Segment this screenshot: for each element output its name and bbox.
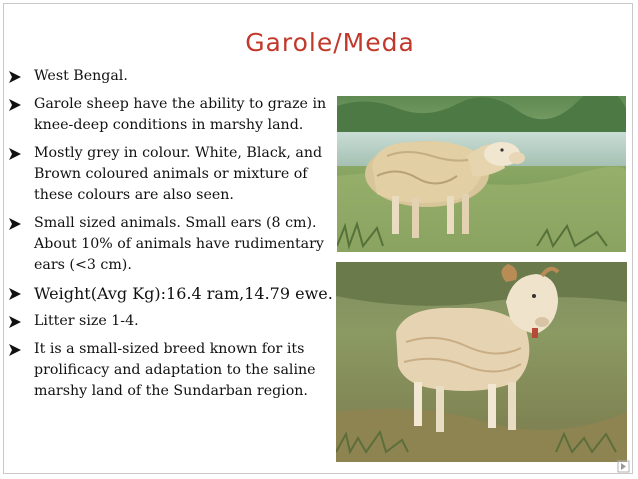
bullet-text: Garole sheep have the ability to graze in knee-deep conditions in marshy land.: [34, 96, 327, 133]
arrowhead-bullet-icon: [8, 343, 22, 357]
bullet-text: Mostly grey in colour. White, Black, and Brown coloured animals or mixture of these colours are also seen.: [34, 145, 323, 203]
list-item: [8, 213, 338, 276]
arrowhead-bullet-icon: [8, 287, 22, 301]
arrowhead-bullet-icon: [8, 217, 22, 231]
list-item: [8, 94, 338, 136]
list-item: [8, 311, 338, 332]
bullet-text: Weight(Avg Kg):16.4 ram,14.79 ewe.: [34, 284, 333, 303]
arrowhead-bullet-icon: [8, 147, 22, 161]
slide-nav-icon[interactable]: [617, 460, 630, 473]
list-item: [8, 339, 338, 402]
bullet-list: [8, 66, 338, 409]
photo-bottom-image: [336, 262, 627, 462]
list-item: [8, 66, 338, 87]
photo-top-image: [337, 96, 626, 252]
arrowhead-bullet-icon: [8, 70, 22, 84]
bullet-text: Small sized animals. Small ears (8 cm). About 10% of animals have rudimentary ears (<3 cm).: [34, 215, 324, 273]
slide-title: Garole/Meda: [245, 28, 415, 57]
list-item: [8, 283, 338, 304]
bullet-text: It is a small-sized breed known for its prolificacy and adaptation to the saline marshy land of the Sundarban region.: [34, 341, 316, 399]
list-item: [8, 143, 338, 206]
bullet-text: West Bengal.: [34, 68, 128, 84]
garole-sheep-grazing-photo: [337, 96, 626, 252]
arrowhead-bullet-icon: [8, 98, 22, 112]
arrowhead-bullet-icon: [8, 315, 22, 329]
bullet-text: Litter size 1-4.: [34, 313, 139, 329]
garole-sheep-standing-photo: [336, 262, 627, 462]
